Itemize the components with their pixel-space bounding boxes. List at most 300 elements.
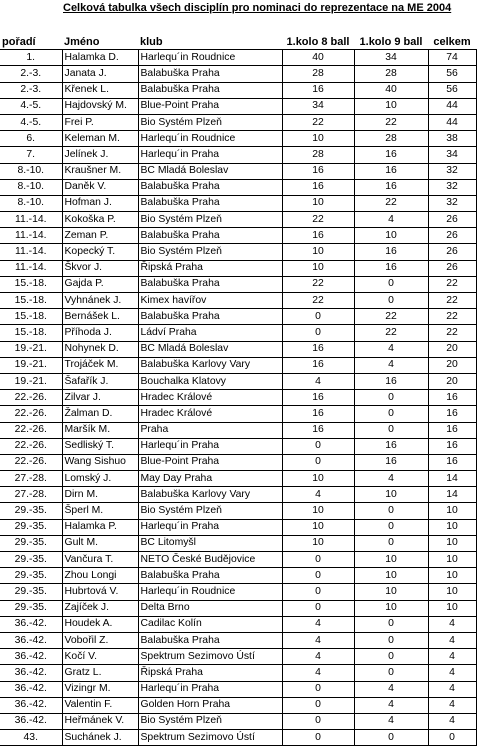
rank-cell: 29.-35. [0, 568, 62, 584]
rank-cell: 8.-10. [0, 179, 62, 195]
table-body [0, 50, 476, 746]
score-9ball-cell: 0 [354, 503, 428, 519]
table-row [0, 341, 476, 357]
total-cell: 56 [428, 82, 476, 98]
score-8ball-cell: 10 [282, 503, 354, 519]
name-cell: Vančura T. [62, 552, 138, 568]
table-row [0, 713, 476, 729]
rank-cell: 1. [0, 50, 62, 66]
table-row [0, 179, 476, 195]
total-cell: 56 [428, 66, 476, 82]
name-cell: Bernášek L. [62, 309, 138, 325]
club-cell: Bouchalka Klatovy [138, 373, 282, 389]
total-cell: 20 [428, 341, 476, 357]
total-cell: 38 [428, 131, 476, 147]
total-cell: 32 [428, 163, 476, 179]
total-cell: 14 [428, 487, 476, 503]
rank-cell: 22.-26. [0, 390, 62, 406]
table-row [0, 244, 476, 260]
club-cell: Řipská Praha [138, 665, 282, 681]
name-cell: Kopecký T. [62, 244, 138, 260]
score-9ball-cell: 28 [354, 66, 428, 82]
score-9ball-cell: 16 [354, 373, 428, 389]
score-9ball-cell: 0 [354, 422, 428, 438]
club-cell: Bio Systém Plzeň [138, 713, 282, 729]
score-9ball-cell: 16 [354, 260, 428, 276]
score-9ball-cell: 4 [354, 357, 428, 373]
score-9ball-cell: 4 [354, 212, 428, 228]
score-9ball-cell: 16 [354, 147, 428, 163]
score-9ball-cell: 0 [354, 293, 428, 309]
score-8ball-cell: 28 [282, 66, 354, 82]
club-cell: Balabuška Praha [138, 632, 282, 648]
club-cell: Harlequ´in Praha [138, 681, 282, 697]
score-8ball-cell: 10 [282, 131, 354, 147]
club-cell: Bio Systém Plzeň [138, 503, 282, 519]
total-cell: 20 [428, 373, 476, 389]
header-9ball: 1.kolo 9 ball [354, 34, 428, 50]
name-cell: Zeman P. [62, 228, 138, 244]
club-cell: Balabuška Praha [138, 82, 282, 98]
name-cell: Zajíček J. [62, 600, 138, 616]
table-row [0, 632, 476, 648]
page-title: Celková tabulka všech disciplín pro nominaci do reprezentace na ME 2004 [63, 2, 452, 14]
rank-cell: 4.-5. [0, 114, 62, 130]
score-8ball-cell: 0 [282, 454, 354, 470]
name-cell: Halamka D. [62, 50, 138, 66]
rank-cell: 29.-35. [0, 503, 62, 519]
table-row [0, 163, 476, 179]
rank-cell: 19.-21. [0, 373, 62, 389]
score-8ball-cell: 0 [282, 325, 354, 341]
score-8ball-cell: 0 [282, 568, 354, 584]
score-8ball-cell: 0 [282, 697, 354, 713]
name-cell: Gratz L. [62, 665, 138, 681]
rank-cell: 36.-42. [0, 616, 62, 632]
name-cell: Lomský J. [62, 471, 138, 487]
rank-cell: 8.-10. [0, 195, 62, 211]
club-cell: Bio Systém Plzeň [138, 244, 282, 260]
score-8ball-cell: 22 [282, 114, 354, 130]
name-cell: Hofman J. [62, 195, 138, 211]
rank-cell: 8.-10. [0, 163, 62, 179]
score-8ball-cell: 4 [282, 665, 354, 681]
club-cell: Golden Horn Praha [138, 697, 282, 713]
rank-cell: 22.-26. [0, 454, 62, 470]
score-9ball-cell: 0 [354, 730, 428, 746]
club-cell: Kimex havířov [138, 293, 282, 309]
score-9ball-cell: 4 [354, 697, 428, 713]
score-9ball-cell: 16 [354, 454, 428, 470]
total-cell: 10 [428, 600, 476, 616]
rank-cell: 27.-28. [0, 487, 62, 503]
total-cell: 10 [428, 568, 476, 584]
total-cell: 10 [428, 535, 476, 551]
name-cell: Vyhnánek J. [62, 293, 138, 309]
name-cell: Halamka P. [62, 519, 138, 535]
rank-cell: 36.-42. [0, 697, 62, 713]
name-cell: Hubrtová V. [62, 584, 138, 600]
score-9ball-cell: 22 [354, 114, 428, 130]
rank-cell: 29.-35. [0, 519, 62, 535]
score-9ball-cell: 10 [354, 98, 428, 114]
score-8ball-cell: 4 [282, 632, 354, 648]
header-8ball: 1.kolo 8 ball [282, 34, 354, 50]
score-8ball-cell: 10 [282, 471, 354, 487]
score-8ball-cell: 22 [282, 276, 354, 292]
score-9ball-cell: 4 [354, 713, 428, 729]
rank-cell: 29.-35. [0, 535, 62, 551]
rank-cell: 22.-26. [0, 422, 62, 438]
table-row [0, 697, 476, 713]
table-row [0, 600, 476, 616]
club-cell: Bio Systém Plzeň [138, 114, 282, 130]
name-cell: Suchánek J. [62, 730, 138, 746]
total-cell: 14 [428, 471, 476, 487]
score-9ball-cell: 10 [354, 568, 428, 584]
header-rank: pořadí [0, 34, 62, 50]
score-8ball-cell: 0 [282, 730, 354, 746]
total-cell: 10 [428, 552, 476, 568]
total-cell: 34 [428, 147, 476, 163]
rank-cell: 11.-14. [0, 212, 62, 228]
club-cell: Bio Systém Plzeň [138, 212, 282, 228]
name-cell: Wang Sishuo [62, 454, 138, 470]
club-cell: Blue-Point Praha [138, 454, 282, 470]
score-8ball-cell: 34 [282, 98, 354, 114]
club-cell: Hradec Králové [138, 406, 282, 422]
table-row [0, 373, 476, 389]
rank-cell: 11.-14. [0, 244, 62, 260]
total-cell: 22 [428, 309, 476, 325]
table-row [0, 503, 476, 519]
name-cell: Vobořil Z. [62, 632, 138, 648]
total-cell: 4 [428, 681, 476, 697]
name-cell: Vizingr M. [62, 681, 138, 697]
table-row [0, 66, 476, 82]
header-name: Jméno [62, 34, 138, 50]
table-row [0, 471, 476, 487]
table-row [0, 584, 476, 600]
score-8ball-cell: 16 [282, 390, 354, 406]
table-row [0, 649, 476, 665]
total-cell: 32 [428, 195, 476, 211]
score-8ball-cell: 40 [282, 50, 354, 66]
table-row [0, 50, 476, 66]
total-cell: 32 [428, 179, 476, 195]
rank-cell: 6. [0, 131, 62, 147]
table-row [0, 212, 476, 228]
rank-cell: 29.-35. [0, 552, 62, 568]
score-9ball-cell: 4 [354, 471, 428, 487]
rank-cell: 43. [0, 730, 62, 746]
total-cell: 26 [428, 212, 476, 228]
score-9ball-cell: 0 [354, 665, 428, 681]
score-8ball-cell: 16 [282, 422, 354, 438]
score-9ball-cell: 16 [354, 179, 428, 195]
name-cell: Daněk V. [62, 179, 138, 195]
club-cell: Balabuška Praha [138, 66, 282, 82]
total-cell: 4 [428, 616, 476, 632]
table-row [0, 665, 476, 681]
score-8ball-cell: 0 [282, 438, 354, 454]
score-8ball-cell: 16 [282, 179, 354, 195]
name-cell: Zilvar J. [62, 390, 138, 406]
total-cell: 0 [428, 730, 476, 746]
score-8ball-cell: 10 [282, 535, 354, 551]
name-cell: Maršík M. [62, 422, 138, 438]
total-cell: 4 [428, 632, 476, 648]
score-8ball-cell: 16 [282, 357, 354, 373]
score-8ball-cell: 16 [282, 341, 354, 357]
name-cell: Šperl M. [62, 503, 138, 519]
score-9ball-cell: 10 [354, 487, 428, 503]
score-9ball-cell: 10 [354, 228, 428, 244]
rank-cell: 11.-14. [0, 260, 62, 276]
name-cell: Příhoda J. [62, 325, 138, 341]
name-cell: Kokoška P. [62, 212, 138, 228]
club-cell: May Day Praha [138, 471, 282, 487]
club-cell: Balabuška Karlovy Vary [138, 487, 282, 503]
score-8ball-cell: 28 [282, 147, 354, 163]
header-club: klub [138, 34, 282, 50]
header-row [0, 34, 476, 50]
total-cell: 22 [428, 293, 476, 309]
club-cell: Cadilac Kolín [138, 616, 282, 632]
table-row [0, 552, 476, 568]
rank-cell: 15.-18. [0, 325, 62, 341]
name-cell: Nohynek D. [62, 341, 138, 357]
total-cell: 44 [428, 98, 476, 114]
score-8ball-cell: 0 [282, 681, 354, 697]
score-9ball-cell: 22 [354, 309, 428, 325]
score-9ball-cell: 4 [354, 681, 428, 697]
rank-cell: 36.-42. [0, 665, 62, 681]
club-cell: Harlequ´in Praha [138, 147, 282, 163]
score-8ball-cell: 4 [282, 616, 354, 632]
score-9ball-cell: 10 [354, 600, 428, 616]
rank-cell: 22.-26. [0, 406, 62, 422]
rank-cell: 11.-14. [0, 228, 62, 244]
score-8ball-cell: 0 [282, 309, 354, 325]
name-cell: Trojáček M. [62, 357, 138, 373]
total-cell: 22 [428, 276, 476, 292]
name-cell: Janata J. [62, 66, 138, 82]
club-cell: Harlequ´in Praha [138, 438, 282, 454]
rank-cell: 15.-18. [0, 309, 62, 325]
score-9ball-cell: 16 [354, 244, 428, 260]
total-cell: 74 [428, 50, 476, 66]
club-cell: Balabuška Praha [138, 276, 282, 292]
table-row [0, 98, 476, 114]
score-8ball-cell: 16 [282, 406, 354, 422]
score-8ball-cell: 10 [282, 195, 354, 211]
table-row [0, 535, 476, 551]
total-cell: 26 [428, 260, 476, 276]
total-cell: 16 [428, 438, 476, 454]
score-9ball-cell: 0 [354, 276, 428, 292]
table-row [0, 438, 476, 454]
club-cell: Balabuška Praha [138, 568, 282, 584]
score-8ball-cell: 0 [282, 584, 354, 600]
score-9ball-cell: 0 [354, 535, 428, 551]
table-row [0, 390, 476, 406]
name-cell: Frei P. [62, 114, 138, 130]
table-row [0, 406, 476, 422]
score-8ball-cell: 16 [282, 82, 354, 98]
club-cell: Balabuška Karlovy Vary [138, 357, 282, 373]
total-cell: 4 [428, 665, 476, 681]
score-8ball-cell: 16 [282, 163, 354, 179]
rank-cell: 22.-26. [0, 438, 62, 454]
score-9ball-cell: 0 [354, 616, 428, 632]
club-cell: Spektrum Sezimovo Ústí [138, 730, 282, 746]
rank-cell: 7. [0, 147, 62, 163]
table-row [0, 309, 476, 325]
table-row [0, 147, 476, 163]
total-cell: 16 [428, 390, 476, 406]
score-9ball-cell: 22 [354, 195, 428, 211]
score-9ball-cell: 10 [354, 584, 428, 600]
rank-cell: 36.-42. [0, 632, 62, 648]
table-row [0, 260, 476, 276]
table-row [0, 616, 476, 632]
name-cell: Dirn M. [62, 487, 138, 503]
club-cell: Blue-Point Praha [138, 98, 282, 114]
score-8ball-cell: 10 [282, 244, 354, 260]
name-cell: Hajdovský M. [62, 98, 138, 114]
total-cell: 4 [428, 649, 476, 665]
total-cell: 16 [428, 454, 476, 470]
table-row [0, 325, 476, 341]
rank-cell: 36.-42. [0, 649, 62, 665]
total-cell: 26 [428, 244, 476, 260]
score-8ball-cell: 4 [282, 373, 354, 389]
total-cell: 22 [428, 325, 476, 341]
score-9ball-cell: 22 [354, 325, 428, 341]
score-9ball-cell: 34 [354, 50, 428, 66]
score-9ball-cell: 28 [354, 131, 428, 147]
header-total: celkem [428, 34, 476, 50]
club-cell: Balabuška Praha [138, 228, 282, 244]
name-cell: Kočí V. [62, 649, 138, 665]
rank-cell: 2.-3. [0, 66, 62, 82]
club-cell: BC Mladá Boleslav [138, 341, 282, 357]
rank-cell: 36.-42. [0, 681, 62, 697]
club-cell: Praha [138, 422, 282, 438]
score-9ball-cell: 0 [354, 406, 428, 422]
rank-cell: 29.-35. [0, 584, 62, 600]
rank-cell: 4.-5. [0, 98, 62, 114]
score-9ball-cell: 0 [354, 649, 428, 665]
table-row [0, 487, 476, 503]
name-cell: Zhou Longi [62, 568, 138, 584]
total-cell: 26 [428, 228, 476, 244]
score-9ball-cell: 16 [354, 438, 428, 454]
score-9ball-cell: 0 [354, 519, 428, 535]
score-8ball-cell: 0 [282, 600, 354, 616]
table-row [0, 293, 476, 309]
score-8ball-cell: 4 [282, 487, 354, 503]
total-cell: 4 [428, 697, 476, 713]
rank-cell: 27.-28. [0, 471, 62, 487]
score-8ball-cell: 0 [282, 713, 354, 729]
name-cell: Gult M. [62, 535, 138, 551]
table-row [0, 357, 476, 373]
total-cell: 10 [428, 519, 476, 535]
table-row [0, 276, 476, 292]
name-cell: Kraušner M. [62, 163, 138, 179]
score-9ball-cell: 0 [354, 390, 428, 406]
rank-cell: 36.-42. [0, 713, 62, 729]
score-9ball-cell: 0 [354, 632, 428, 648]
rank-cell: 19.-21. [0, 357, 62, 373]
club-cell: Harlequ´in Roudnice [138, 50, 282, 66]
score-9ball-cell: 16 [354, 163, 428, 179]
table-row [0, 114, 476, 130]
total-cell: 4 [428, 713, 476, 729]
total-cell: 16 [428, 422, 476, 438]
total-cell: 10 [428, 503, 476, 519]
score-9ball-cell: 10 [354, 552, 428, 568]
score-8ball-cell: 0 [282, 552, 354, 568]
club-cell: BC Litomyšl [138, 535, 282, 551]
name-cell: Jelínek J. [62, 147, 138, 163]
club-cell: Harlequ´in Praha [138, 519, 282, 535]
rank-cell: 2.-3. [0, 82, 62, 98]
total-cell: 10 [428, 584, 476, 600]
score-9ball-cell: 4 [354, 341, 428, 357]
club-cell: Harlequ´in Roudnice [138, 131, 282, 147]
name-cell: Keleman M. [62, 131, 138, 147]
rank-cell: 15.-18. [0, 293, 62, 309]
rank-cell: 19.-21. [0, 341, 62, 357]
score-8ball-cell: 10 [282, 260, 354, 276]
name-cell: Šafařík J. [62, 373, 138, 389]
total-cell: 16 [428, 406, 476, 422]
results-table [0, 34, 477, 746]
name-cell: Heřmánek V. [62, 713, 138, 729]
club-cell: Balabuška Praha [138, 309, 282, 325]
score-8ball-cell: 22 [282, 293, 354, 309]
total-cell: 44 [428, 114, 476, 130]
score-9ball-cell: 40 [354, 82, 428, 98]
table-row [0, 568, 476, 584]
table-row [0, 131, 476, 147]
name-cell: Sedliský T. [62, 438, 138, 454]
club-cell: Ládví Praha [138, 325, 282, 341]
rank-cell: 29.-35. [0, 600, 62, 616]
table-row [0, 228, 476, 244]
club-cell: Řipská Praha [138, 260, 282, 276]
rank-cell: 15.-18. [0, 276, 62, 292]
name-cell: Valentin F. [62, 697, 138, 713]
name-cell: Škvor J. [62, 260, 138, 276]
club-cell: NETO České Budějovice [138, 552, 282, 568]
name-cell: Houdek A. [62, 616, 138, 632]
score-8ball-cell: 16 [282, 228, 354, 244]
table-row [0, 519, 476, 535]
table-row [0, 454, 476, 470]
club-cell: BC Mladá Boleslav [138, 163, 282, 179]
name-cell: Gajda P. [62, 276, 138, 292]
club-cell: Balabuška Praha [138, 179, 282, 195]
total-cell: 20 [428, 357, 476, 373]
table-row [0, 422, 476, 438]
score-8ball-cell: 10 [282, 519, 354, 535]
club-cell: Spektrum Sezimovo Ústí [138, 649, 282, 665]
club-cell: Hradec Králové [138, 390, 282, 406]
